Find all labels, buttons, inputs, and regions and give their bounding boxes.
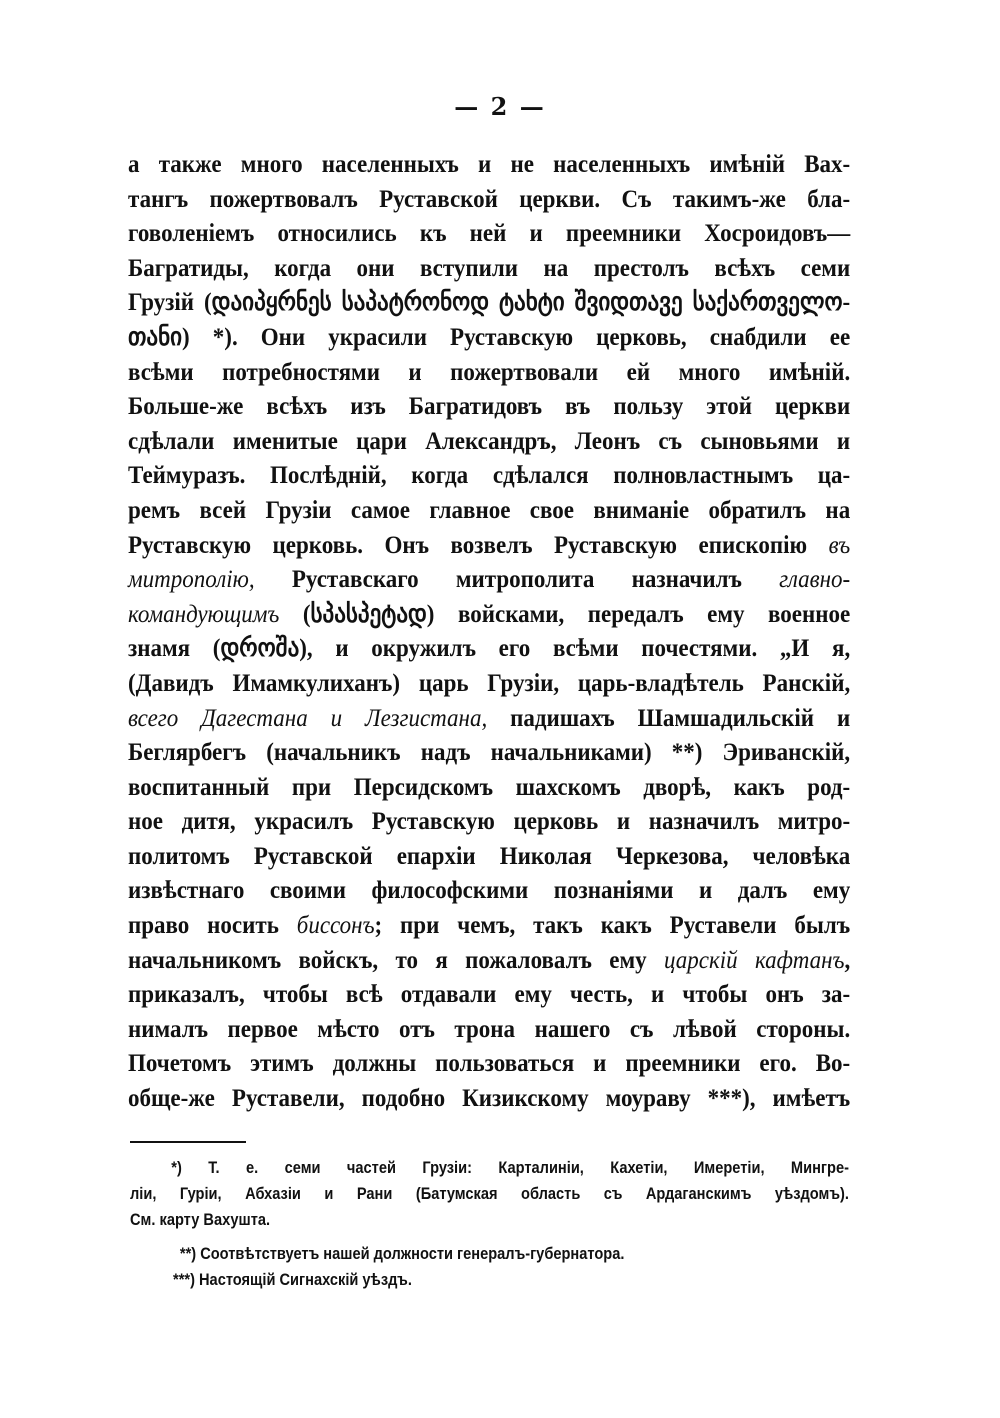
footnote-1-cont: ліи, Гуріи, Абхазіи и Рани (Батумская область съ Ардаганскимъ уѣздомъ).: [130, 1184, 849, 1203]
text-segment: Руставскаго митрополита назначилъ: [291, 566, 742, 594]
text-line: [128, 598, 850, 633]
text-line: ремъ всей Грузіи самое главное свое вниманіе обратилъ на: [128, 496, 851, 524]
italic-text: командующимъ: [128, 600, 280, 628]
text-line: [128, 702, 850, 737]
text-line: [128, 944, 850, 979]
text-line: [128, 529, 850, 564]
page-number: — 2 —: [454, 92, 546, 121]
italic-text: всего Дагестана и Лезгистана,: [128, 704, 488, 732]
footnote-1-cont: См. карту Вахушта.: [130, 1210, 271, 1229]
text-line: Беглярбегъ (начальникъ надъ начальниками) **) Эриванскій,: [128, 739, 851, 767]
text-line: всѣми потребностями и пожертвовали ей много имѣній.: [128, 358, 851, 386]
text-line: обще-же Руставели, подобно Кизикскому моураву ***), имѣетъ: [128, 1085, 851, 1113]
text-line: тангъ пожертвовалъ Руставской церкви. Съ такимъ-же бла-: [128, 185, 851, 213]
italic-text: главно-: [779, 566, 851, 594]
text-line: Почетомъ этимъ должны пользоваться и преемники его. Во-: [128, 1050, 851, 1078]
footnote-3: ***) Настоящій Сигнахскій уѣздъ.: [173, 1270, 412, 1289]
text-line: ное дитя, украсилъ Руставскую церковь и назначилъ митро-: [128, 808, 851, 836]
text-segment: Руставскую церковь. Онъ возвелъ Руставскую епископію: [128, 531, 808, 559]
text-line: воспитанный при Персидскомъ шахскомъ дворѣ, какъ род-: [128, 773, 851, 801]
italic-text: въ: [828, 531, 851, 559]
text-line: [128, 909, 850, 944]
body-text: [128, 148, 850, 1117]
text-line: თანი) *). Они украсили Руставскую церковь, снабдили ее: [128, 323, 851, 351]
text-line: (Давидъ Имамкулиханъ) царь Грузіи, царь-владѣтель Ранскій,: [128, 669, 851, 697]
text-line: нималъ первое мѣсто отъ трона нашего съ лѣвой стороны.: [128, 1015, 851, 1043]
italic-text: биссонъ: [296, 912, 375, 940]
footnote-1: *) Т. е. семи частей Грузіи: Карталиніи, Кахетіи, Имеретіи, Мингре-: [171, 1158, 849, 1177]
footnote-divider: [130, 1141, 246, 1143]
text-line: Грузій (დაიპყრნეს საპატრონოდ ტახტი შვიდთავე საქართველო-: [128, 289, 851, 317]
text-segment: падишахъ Шамшадильскій и: [510, 704, 851, 732]
text-line: а также много населенныхъ и не населенныхъ имѣній Вах-: [128, 151, 851, 178]
text-segment: право носить: [128, 912, 279, 940]
italic-text: митрополію,: [128, 566, 255, 594]
text-segment: начальникомъ войскъ, то я пожаловалъ ему: [128, 946, 647, 974]
text-line: политомъ Руставской епархіи Николая Черкезова, человѣка: [128, 842, 851, 870]
text-line: извѣстнаго своими философскими познаніями и далъ ему: [128, 877, 851, 905]
text-line: приказалъ, чтобы всѣ отдавали ему честь, и чтобы онъ за-: [128, 981, 851, 1009]
text-line: Больше-же всѣхъ изъ Багратидовъ въ пользу этой церкви: [128, 393, 851, 421]
italic-text: царскій кафтанъ: [664, 946, 845, 974]
text-line: говоленіемъ относились къ ней и преемники Хосроидовъ—: [128, 220, 851, 248]
text-line: сдѣлали именитые цари Александръ, Леонъ съ сыновьями и: [128, 427, 851, 455]
footnote-2: **) Соотвѣтствуетъ нашей должности генералъ-губернатора.: [179, 1244, 625, 1263]
text-line: Теймуразъ. Послѣдній, когда сдѣлался полновластнымъ ца-: [128, 462, 851, 490]
text-segment: ; при чемъ, такъ какъ Руставели былъ: [374, 912, 851, 940]
footnotes: [130, 1155, 850, 1293]
text-line: знамя (დროშა), и окружилъ его всѣми почестями. „И я,: [128, 635, 851, 663]
text-line: [128, 563, 850, 598]
text-segment: (სპასპეტად) войсками, передалъ ему военное: [302, 600, 851, 628]
text-line: Багратиды, когда они вступили на престолъ всѣхъ семи: [128, 254, 851, 282]
text-segment: ,: [844, 946, 851, 974]
